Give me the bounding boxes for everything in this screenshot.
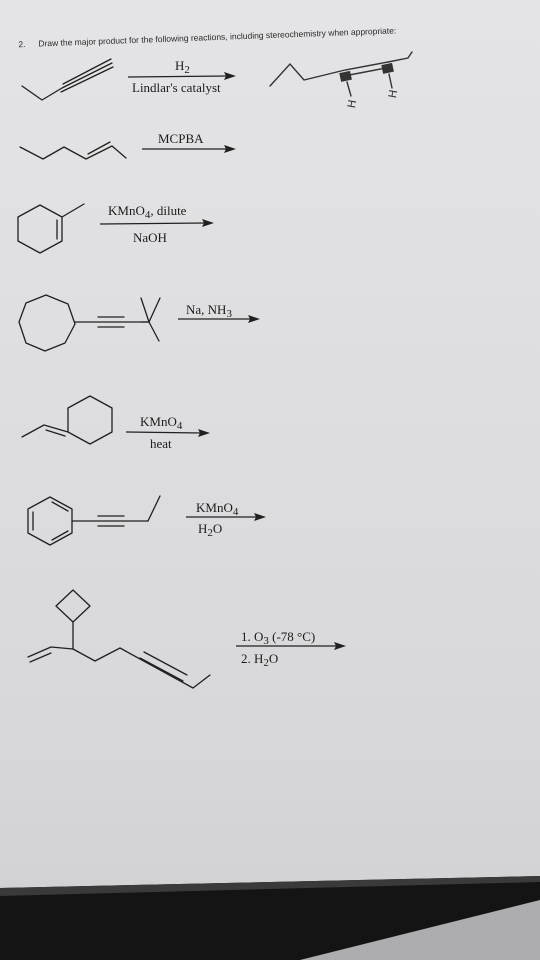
reagent-1-below: Lindlar's catalyst	[132, 80, 221, 95]
question-number: 2.	[18, 38, 26, 50]
alkene-reactant-2	[20, 146, 126, 159]
reaction-arrow-5	[126, 432, 202, 433]
reaction-5	[22, 396, 210, 451]
question-header	[18, 25, 396, 49]
reaction-4	[19, 295, 260, 351]
reagent-3-above: KMnO$_4$, dilute	[108, 203, 187, 221]
reaction-3	[18, 203, 214, 253]
reagent-6-below: $H_2O$	[198, 521, 223, 539]
h-label-right: H	[386, 88, 401, 100]
reagent-5-below: heat	[150, 436, 172, 451]
reaction-arrow-3	[100, 223, 206, 224]
h-label-left: H	[345, 98, 360, 110]
question-text: Draw the major product for the following reactions, including stereochemistry when appropriate:	[38, 25, 397, 49]
reagent-6-above: KMnO$_4$	[196, 500, 239, 518]
reaction-7	[28, 590, 346, 688]
benzene-ring	[28, 497, 72, 545]
enyne-reactant-7	[28, 647, 210, 688]
reagent-3-below: NaOH	[133, 230, 167, 245]
reagent-4-above: Na, $NH_3$	[186, 302, 232, 320]
handwritten-answer	[270, 52, 412, 109]
reaction-6	[28, 496, 266, 545]
reagent-2-above: MCPBA	[158, 131, 204, 146]
cycloheptane-ring	[19, 295, 75, 351]
cyclobutane-ring	[56, 590, 90, 622]
methylcyclohexene-reactant	[18, 205, 62, 253]
cyclohexane-ring	[68, 396, 112, 444]
reagent-7-below: 2. $H_2O$	[241, 651, 279, 669]
reagent-7-above: 1. $O_3$ (-78 °C)	[241, 629, 316, 647]
reagent-1-above: $H_2$	[175, 58, 190, 76]
reagent-5-above: KMnO$_4$	[140, 414, 183, 432]
reaction-1	[22, 52, 412, 109]
reaction-arrow-1	[128, 76, 228, 77]
reaction-2	[20, 131, 236, 159]
